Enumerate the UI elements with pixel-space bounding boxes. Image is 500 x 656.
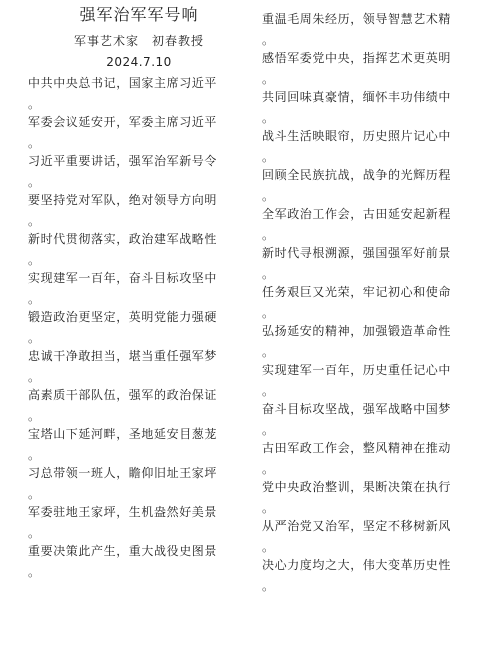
verse-line-pair (262, 90, 451, 129)
verse-line: 新时代寻根溯源，强国强军好前景 (262, 246, 452, 260)
verse-full-stop: 。 (28, 331, 41, 345)
verse-line-pair (28, 349, 217, 388)
verse-line-pair (28, 271, 217, 310)
right-verse-lines (262, 12, 451, 597)
verse-line-pair (28, 388, 217, 427)
verse-line-pair (262, 324, 451, 363)
verse-full-stop: 。 (28, 253, 41, 267)
verse-line: 战斗生活映眼帘，历史照片记心中 (262, 129, 452, 143)
verse-full-stop: 。 (28, 487, 41, 501)
verse-full-stop: 。 (262, 306, 275, 320)
document-date: 2024.7.10 (106, 55, 172, 69)
verse-line-pair (28, 115, 217, 154)
left-verse-lines (28, 76, 217, 583)
verse-full-stop: 。 (28, 97, 41, 111)
verse-full-stop: 。 (262, 540, 275, 554)
verse-line: 新时代贯彻落实，政治建军战略性 (28, 232, 218, 246)
document-authors: 军事艺术家 初春教授 (73, 34, 204, 48)
verse-full-stop: 。 (28, 214, 41, 228)
verse-full-stop: 。 (28, 448, 41, 462)
verse-line: 习近平重要讲话，强军治军新号令 (28, 154, 218, 168)
document-title: 强军治军军号响 (79, 5, 199, 24)
verse-line-pair (28, 466, 217, 505)
verse-line-pair (28, 427, 217, 466)
verse-full-stop: 。 (262, 501, 275, 515)
verse-line: 中共中央总书记，国家主席习近平 (28, 76, 218, 90)
verse-full-stop: 。 (28, 292, 41, 306)
verse-line-pair (262, 168, 451, 207)
verse-line: 党中央政治整训，果断决策在执行 (262, 480, 452, 494)
verse-line: 古田军政工作会，整风精神在推动 (262, 441, 452, 455)
verse-line: 回顾全民族抗战，战争的光辉历程 (262, 168, 452, 182)
verse-full-stop: 。 (262, 267, 275, 281)
verse-full-stop: 。 (28, 526, 41, 540)
verse-line-pair (262, 207, 451, 246)
verse-full-stop: 。 (262, 33, 275, 47)
verse-line-pair (28, 76, 217, 115)
verse-line-pair (262, 129, 451, 168)
verse-line: 实现建军一百年，奋斗目标攻坚中 (28, 271, 218, 285)
verse-full-stop: 。 (262, 423, 275, 437)
verse-full-stop: 。 (28, 370, 41, 384)
verse-line: 习总带领一班人，瞻仰旧址王家坪 (28, 466, 218, 480)
verse-full-stop: 。 (262, 462, 275, 476)
verse-line-pair (28, 232, 217, 271)
verse-line-pair (28, 193, 217, 232)
verse-line: 锻造政治更坚定，英明党能力强硬 (28, 310, 218, 324)
verse-full-stop: 。 (262, 189, 275, 203)
verse-line: 忠诚干净敢担当，堪当重任强军梦 (28, 349, 218, 363)
verse-line: 实现建军一百年，历史重任记心中 (262, 363, 452, 377)
verse-line: 感悟军委党中央，指挥艺术更英明 (262, 51, 452, 65)
verse-line: 军委会议延安开，军委主席习近平 (28, 115, 218, 129)
verse-full-stop: 。 (262, 72, 275, 86)
verse-line: 高素质干部队伍，强军的政治保证 (28, 388, 218, 402)
verse-line-pair (262, 402, 451, 441)
verse-line-pair (28, 310, 217, 349)
verse-line-pair (262, 285, 451, 324)
left-column (28, 0, 250, 579)
verse-full-stop: 。 (262, 384, 275, 398)
verse-full-stop: 。 (262, 579, 275, 593)
verse-line-pair (262, 480, 451, 519)
verse-full-stop: 。 (28, 136, 41, 150)
verse-line-pair (28, 154, 217, 193)
verse-line-pair (28, 505, 217, 544)
verse-full-stop: 。 (262, 111, 275, 125)
verse-line: 全军政治工作会，古田延安起新程 (262, 207, 452, 221)
verse-line-pair (262, 519, 451, 558)
verse-line: 奋斗目标攻坚战，强军战略中国梦 (262, 402, 452, 416)
verse-line-pair (262, 441, 451, 480)
verse-line: 重温毛周朱经历，领导智慧艺术精 (262, 12, 452, 26)
verse-full-stop: 。 (28, 565, 41, 579)
verse-full-stop: 。 (262, 345, 275, 359)
verse-line: 决心力度均之大，伟大变革历史性 (262, 558, 452, 572)
verse-full-stop: 。 (28, 175, 41, 189)
verse-line-pair (262, 51, 451, 90)
verse-line: 重要决策此产生，重大战役史图景 (28, 544, 218, 558)
verse-full-stop: 。 (262, 150, 275, 164)
verse-line: 宝塔山下延河畔，圣地延安目葱茏 (28, 427, 218, 441)
verse-line-pair (262, 246, 451, 285)
verse-full-stop: 。 (262, 228, 275, 242)
verse-line: 要坚持党对军队，绝对领导方向明 (28, 193, 218, 207)
verse-line: 共同回味真豪情，缅怀丰功伟绩中 (262, 90, 452, 104)
verse-line: 从严治党又治军，坚定不移树新风 (262, 519, 452, 533)
verse-line: 弘扬延安的精神，加强锻造革命性 (262, 324, 452, 338)
verse-line-pair (262, 12, 451, 51)
verse-line: 军委驻地王家坪，生机盎然好美景 (28, 505, 218, 519)
verse-line: 任务艰巨又光荣，牢记初心和使命 (262, 285, 452, 299)
verse-line-pair (262, 363, 451, 402)
verse-line-pair (28, 544, 217, 583)
verse-line-pair (262, 558, 451, 597)
document-header (28, 5, 250, 70)
verse-full-stop: 。 (28, 409, 41, 423)
